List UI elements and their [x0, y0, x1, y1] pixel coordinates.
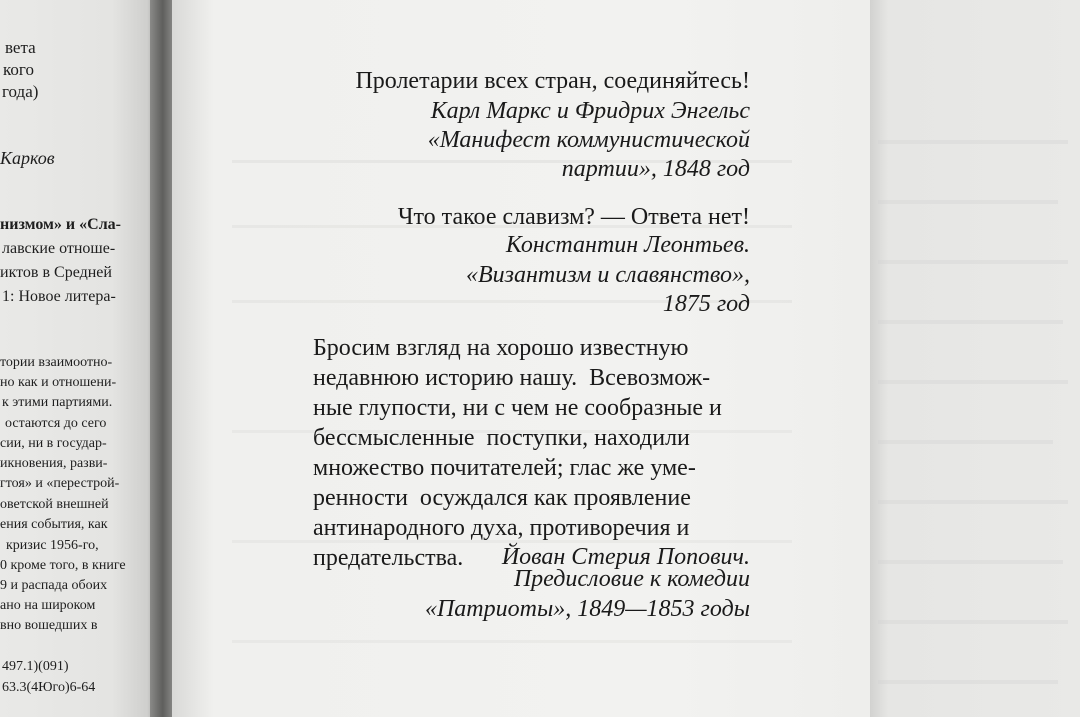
show-through-line	[878, 260, 1068, 264]
left-fragment: кого	[3, 60, 34, 79]
show-through-line	[232, 640, 792, 643]
left-note: оветской внешней	[0, 497, 109, 512]
epigraph-quote: Что такое славизм? — Ответа нет!	[397, 204, 750, 230]
show-through-line	[878, 500, 1068, 504]
left-code: 497.1)(091)	[2, 659, 69, 674]
quote-line: ренности осуждался как проявление	[313, 485, 691, 511]
epigraph-source: «Манифест коммунистической	[427, 127, 750, 153]
epigraph-source: партии», 1848 год	[561, 156, 750, 182]
left-note: остаются до сего	[5, 416, 107, 431]
left-page	[0, 0, 160, 717]
quote-line: ные глупости, ни с чем не сообразные и	[313, 395, 722, 421]
epigraph-source: 1875 год	[662, 291, 750, 317]
show-through-line	[878, 560, 1063, 564]
quote-line: Бросим взгляд на хорошо известную	[313, 335, 689, 361]
left-note: вно вошедших в	[0, 618, 98, 633]
right-page	[862, 0, 1080, 717]
show-through-line	[878, 620, 1068, 624]
epigraph-attribution: Йован Стерия Попович.	[501, 544, 750, 570]
show-through-line	[878, 140, 1068, 144]
left-note: 9 и распада обоих	[0, 578, 108, 593]
show-through-line	[878, 680, 1058, 684]
left-body-fragment: 1: Новое литера-	[2, 288, 116, 305]
left-code: 63.3(4Юго)6-64	[2, 680, 96, 695]
show-through-line	[878, 200, 1058, 204]
left-note: тории взаимоотно-	[0, 355, 113, 370]
epigraph-source: «Патриоты», 1849—1853 годы	[424, 596, 750, 622]
epigraph-source: «Византизм и славянство»,	[465, 262, 750, 288]
quote-line: предательства.	[313, 545, 464, 571]
left-note: сии, ни в государ-	[0, 436, 107, 451]
epigraph-quote: Пролетарии всех стран, соединяйтесь!	[355, 68, 750, 94]
show-through-line	[878, 440, 1053, 444]
show-through-line	[878, 320, 1063, 324]
left-note: икновения, разви-	[0, 456, 108, 471]
left-author-fragment: Карков	[0, 148, 55, 168]
quote-line: множество почитателей; глас же уме-	[313, 455, 696, 481]
left-body-fragment: иктов в Средней	[0, 264, 112, 281]
quote-line: антинародного духа, противоречия и	[313, 515, 690, 541]
show-through-line	[878, 380, 1068, 384]
left-note: ано на широком	[0, 598, 96, 613]
epigraph-attribution: Карл Маркс и Фридрих Энгельс	[430, 98, 750, 124]
quote-line: бессмысленные поступки, находили	[313, 425, 690, 451]
left-body-fragment: лавские отноше-	[2, 240, 116, 257]
left-note: ения события, как	[0, 517, 108, 532]
left-note: кризис 1956-го,	[6, 538, 99, 553]
epigraph-quote-paragraph	[313, 333, 749, 573]
epigraph-source: Предисловие к комедии	[513, 566, 750, 592]
left-note: но как и отношени-	[0, 375, 117, 390]
left-note: к этими партиями.	[2, 395, 113, 410]
left-fragment: года)	[2, 82, 39, 101]
left-fragment: вета	[5, 38, 36, 57]
quote-line: недавнюю историю нашу. Всевозмож-	[313, 365, 711, 391]
epigraph-attribution: Константин Леонтьев.	[505, 232, 750, 258]
left-note: 0 кроме того, в книге	[0, 558, 126, 573]
left-heading-fragment: низмом» и «Сла-	[0, 216, 121, 233]
left-note: гтоя» и «перестрой-	[0, 476, 120, 491]
